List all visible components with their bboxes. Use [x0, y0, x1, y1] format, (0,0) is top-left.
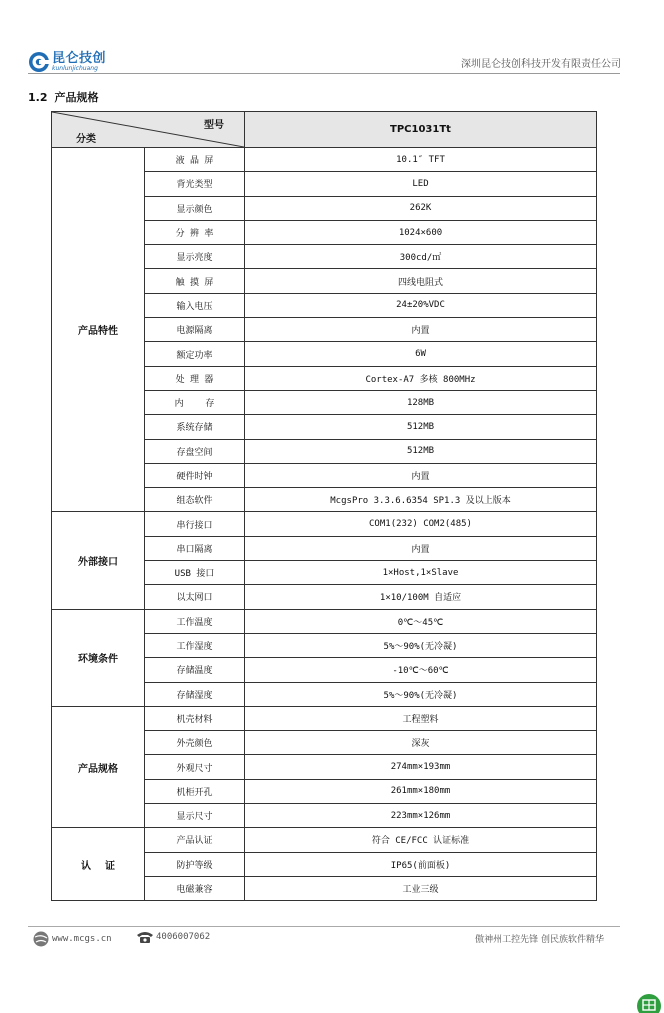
row-value: 1024×600 [245, 220, 597, 244]
row-label: 存储温度 [145, 658, 245, 682]
row-label: 外观尺寸 [145, 755, 245, 779]
company-name: 深圳昆仑技创科技开发有限责任公司 [461, 59, 621, 70]
row-value: McgsPro 3.3.6.6354 SP1.3 及以上版本 [245, 488, 597, 512]
row-value: 274mm×193mm [245, 755, 597, 779]
row-value: 0℃～45℃ [245, 609, 597, 633]
row-value: 223mm×126mm [245, 804, 597, 828]
group-product-specs: 产品规格 [52, 706, 145, 827]
app-badge-icon [636, 993, 662, 1013]
table-row [52, 609, 597, 633]
row-label: 显示尺寸 [145, 804, 245, 828]
row-label: 处 理 器 [145, 366, 245, 390]
row-label: 背光类型 [145, 172, 245, 196]
logo-english-name: kunlunjichuang [52, 65, 98, 72]
row-label: 硬件时钟 [145, 463, 245, 487]
spec-table [51, 111, 597, 901]
header-corner-cell [52, 112, 245, 148]
row-label: 额定功率 [145, 342, 245, 366]
row-value: 6W [245, 342, 597, 366]
group-external-interfaces: 外部接口 [52, 512, 145, 609]
row-value: 内置 [245, 463, 597, 487]
row-label: 串行接口 [145, 512, 245, 536]
row-label: 显示颜色 [145, 196, 245, 220]
footer-slogan: 傲神州工控先锋 创民族软件精华 [475, 935, 604, 945]
row-label: 系统存储 [145, 415, 245, 439]
row-label: 工作湿度 [145, 633, 245, 657]
section-title [28, 89, 99, 105]
group-product-features: 产品特性 [52, 148, 145, 512]
row-value: COM1(232) COM2(485) [245, 512, 597, 536]
row-label: USB 接口 [145, 561, 245, 585]
row-label: 机壳材料 [145, 706, 245, 730]
row-label: 以太网口 [145, 585, 245, 609]
row-value: LED [245, 172, 597, 196]
row-value: 261mm×180mm [245, 779, 597, 803]
telephone-icon [136, 930, 154, 944]
row-value: 内置 [245, 536, 597, 560]
website-text: www.mcgs.cn [52, 934, 112, 944]
row-value: 5%～90%(无冷凝) [245, 633, 597, 657]
section-number: 1.2 [28, 91, 48, 104]
row-label: 内 存 [145, 390, 245, 414]
corner-category-label: 分类 [76, 134, 96, 145]
row-label: 电磁兼容 [145, 876, 245, 900]
row-label: 串口隔离 [145, 536, 245, 560]
model-name: TPC1031Tt [245, 112, 597, 148]
row-value: 符合 CE/FCC 认证标准 [245, 828, 597, 852]
row-label: 显示亮度 [145, 245, 245, 269]
company-logo [28, 50, 106, 74]
row-value: 262K [245, 196, 597, 220]
table-row [52, 828, 597, 852]
footer-phone [136, 930, 210, 944]
row-value: -10℃～60℃ [245, 658, 597, 682]
row-label: 机柜开孔 [145, 779, 245, 803]
row-label: 防护等级 [145, 852, 245, 876]
table-header-row [52, 112, 597, 148]
row-value: Cortex-A7 多核 800MHz [245, 366, 597, 390]
row-label: 分 辨 率 [145, 220, 245, 244]
row-value: 工程塑料 [245, 706, 597, 730]
row-value: 四线电阻式 [245, 269, 597, 293]
globe-mouse-icon [32, 930, 50, 948]
row-value: 10.1″ TFT [245, 148, 597, 172]
group-environment: 环境条件 [52, 609, 145, 706]
footer-website [32, 930, 112, 948]
table-row [52, 512, 597, 536]
footer-divider [28, 926, 620, 927]
row-label: 组态软件 [145, 488, 245, 512]
row-value: 深灰 [245, 731, 597, 755]
phone-text: 4006007062 [156, 932, 211, 942]
logo-swirl-icon [28, 51, 50, 73]
header-divider [28, 73, 620, 74]
row-value: 300cd/㎡ [245, 245, 597, 269]
table-row [52, 148, 597, 172]
row-label: 触 摸 屏 [145, 269, 245, 293]
group-certification: 认 证 [52, 828, 145, 901]
row-label: 工作温度 [145, 609, 245, 633]
row-value: IP65(前面板) [245, 852, 597, 876]
row-value: 128MB [245, 390, 597, 414]
row-value: 工业三级 [245, 876, 597, 900]
row-label: 电源隔离 [145, 318, 245, 342]
row-label: 液 晶 屏 [145, 148, 245, 172]
row-label: 存盘空间 [145, 439, 245, 463]
row-value: 1×Host,1×Slave [245, 561, 597, 585]
row-label: 外壳颜色 [145, 731, 245, 755]
row-label: 产品认证 [145, 828, 245, 852]
row-value: 512MB [245, 439, 597, 463]
logo-chinese-name: 昆仑技创 [52, 51, 107, 66]
section-label: 产品规格 [54, 91, 99, 104]
row-label: 存储湿度 [145, 682, 245, 706]
row-value: 512MB [245, 415, 597, 439]
row-value: 24±20%VDC [245, 293, 597, 317]
row-value: 1×10/100M 自适应 [245, 585, 597, 609]
row-label: 输入电压 [145, 293, 245, 317]
row-value: 内置 [245, 318, 597, 342]
table-row [52, 706, 597, 730]
corner-model-label: 型号 [204, 120, 224, 131]
row-value: 5%～90%(无冷凝) [245, 682, 597, 706]
